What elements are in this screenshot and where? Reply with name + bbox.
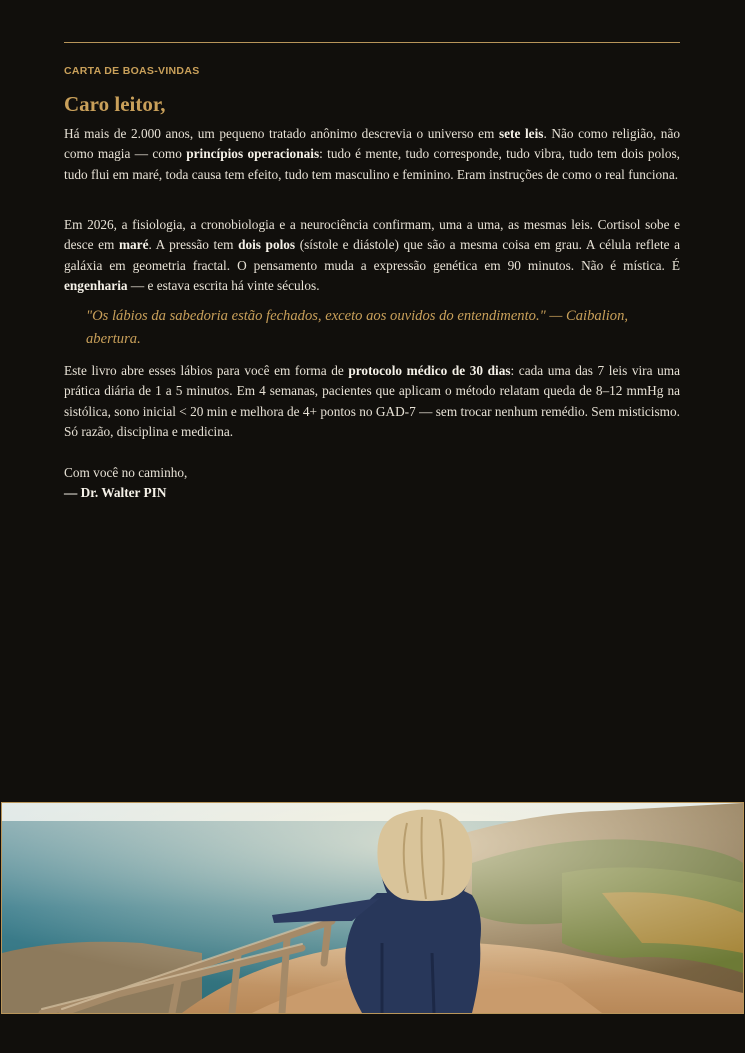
coastal-photo xyxy=(1,802,744,1014)
text-run: . Não como religião, não como magia — como xyxy=(64,126,681,162)
emphasis-text: maré xyxy=(118,237,149,253)
top-divider xyxy=(64,42,680,43)
text-run: . A pressão tem xyxy=(148,237,239,253)
paragraph-2 xyxy=(64,215,680,296)
text-run: (sístole e diástole) que são a mesma coisa em grau. A célula reflete a galáxia em geometria fractal. O pensamento muda a expressão genética em 90 minutos. Não é mística. É xyxy=(64,237,681,273)
closing-line: Com você no caminho, xyxy=(64,465,188,480)
text-run: : tudo é mente, tudo corresponde, tudo vibra, tudo tem dois polos, tudo flui em maré, toda causa tem efeito, tudo tem masculino e feminino. Eram instruções de como o real funciona. xyxy=(64,146,681,182)
pull-quote: "Os lábios da sabedoria estão fechados, exceto aos ouvidos do entendimento." — Caibalion, abertura. xyxy=(86,308,629,347)
page-footer xyxy=(200,1011,545,1020)
emphasis-text: engenharia xyxy=(64,277,128,293)
text-run: Em 2026, a fisiologia, a cronobiologia e a neurociência confirmam, uma a uma, as mesmas leis. Cortisol sobe e desce em xyxy=(64,217,680,253)
text-run: Há mais de 2.000 anos, um pequeno tratado anônimo descrevia o universo em xyxy=(64,126,499,141)
letter-heading: Caro leitor, xyxy=(64,92,166,116)
text-run: — e estava escrita há vinte séculos. xyxy=(127,277,320,293)
paragraph-3 xyxy=(64,361,680,442)
text-run: Este livro abre esses lábios para você em forma de xyxy=(64,363,349,378)
emphasis-text: protocolo médico de 30 dias xyxy=(348,363,511,378)
paragraph-1 xyxy=(64,124,680,185)
signature: — Dr. Walter PIN xyxy=(64,485,167,500)
emphasis-text: princípios operacionais xyxy=(186,146,320,162)
text-run: : cada uma das 7 leis vira uma prática diária de 1 a 5 minutos. Em 4 semanas, pacientes que aplicam o método relatam queda de 8–12 mmHg na sistólica, sono inicial < 20 min e melhora de 4+ pontos no GAD-7 — sem trocar nenhum remédio. Sem misticismo. Só razão, disciplina e medicina. xyxy=(64,363,680,439)
section-eyebrow: CARTA DE BOAS-VINDAS xyxy=(64,65,200,77)
emphasis-text: dois polos xyxy=(238,237,296,253)
emphasis-text: sete leis xyxy=(498,126,544,141)
